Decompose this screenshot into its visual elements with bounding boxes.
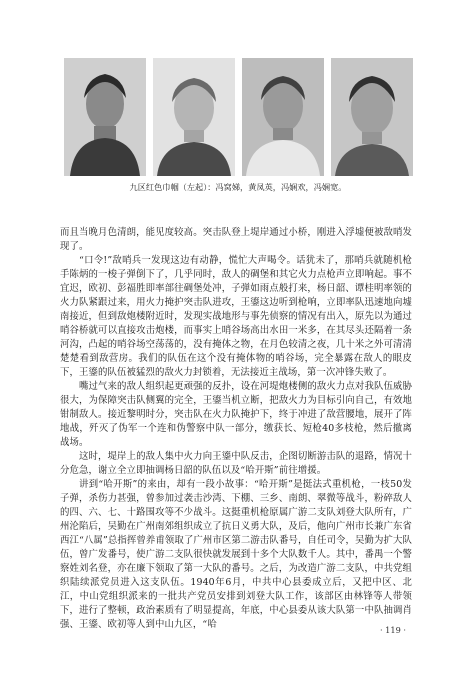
photo-strip: [64, 58, 414, 176]
portrait-photo-3-image: [242, 58, 324, 176]
portrait-photo-2-image: [153, 58, 235, 176]
portrait-photo-3: [242, 58, 324, 176]
portrait-photo-4-image: [331, 58, 413, 176]
portrait-photo-1-image: [64, 58, 146, 176]
portrait-photo-1: [64, 58, 146, 176]
paragraph: 嘴过气来的敌人组织起更顽强的反扑，设在河堤炮楼侧的敌火力点对我队伍威胁很大，为保障突击队侧翼的完全，王鎏当机立断，把敌火力为目标引向自己，有效地钳制敌人。接近黎明时分，突击队在火力队掩护下，终于冲进了敌营腰地，展开了阵地战，歼灭了伪军一个连和伪警察中队一部分，缴获长、短枪40多枝枪，然后撤离战场。: [60, 381, 412, 448]
body-text: [60, 226, 412, 632]
portrait-photo-4: [331, 58, 413, 176]
page-number: · 119 ·: [379, 625, 406, 635]
paragraph: 而且当晚月色清朗，能见度较高。突击队登上堤岸通过小桥，刚进入浮墟便被敌哨发现了。: [60, 227, 412, 252]
photo-caption: 九区红色巾帼（左起）：冯窝娣，黄凤英，冯娴欢，冯娴宽。: [129, 182, 347, 192]
paragraph: 这时，堤岸上的敌人集中火力向王鎏中队反击，企图切断游击队的退路，情况十分危急，谢立全立即抽调杨日韶的队伍以及“哈开斯”前往增援。: [60, 451, 412, 476]
paragraph: “口令!”敌哨兵一发现这边有动静，慌忙大声喝令。话犹未了，那哨兵就随机枪手陈炳的一梭子弹倒下了，几乎同时，敌人的碉堡和其它火力点枪声立即响起。事不宜迟，欧初、彭福胜即率部往碉堡处冲，子弹如雨点般打来，杨日韶、谭桂明率领的火力队紧跟过来，用火力掩护突击队进攻，王鎏这边听到枪响，立即率队迅速地向墟南接近，但到敌炮楼附近时，发现实战地形与事先侦察的情况有出入，原先以为通过哨谷桥就可以直接攻击炮楼，而事实上哨谷场高出水田一米多，在其尽头还隔着一条河沟，凸起的哨谷场空荡荡的，没有掩体之物，在月色较清之夜，几十米之外可清清楚楚看到敌营房。我们的队伍在这个没有掩体物的哨谷场，完全暴露在敌人的眼皮下，王鎏的队伍被猛烈的敌火力封锁着，无法接近主战场，第一次冲锋失败了。: [60, 255, 412, 378]
portrait-photo-2: [153, 58, 235, 176]
paragraph: 讲到“哈开斯”的来由，却有一段小故事：“哈开斯”是挺法式重机枪，一枝50发子弹，杀伤力甚强，曾参加过袭击沙湾、下棚、三乡、南朗、翠微等战斗，粉碎敌人的四、六、七、十路围攻等不少战斗。这挺重机枪原属广游二支队刘登大队所有，广州沦陷后，吴勤在广州南郊组织成立了抗日义勇大队，及后，他向广州市长兼广东省西江“八属”总指挥曾养甫领取了广州市区第二游击队番号，自任司令，吴勤为扩大队伍，曾广发番号，使广游二支队很快就发展到十多个大队数千人。其中，番禺一个警察姓刘名登，亦在廉下领取了第一大队的番号。之后，为改造广游二支队，中共党组织陆续派党员进入这支队伍。1940年6月，中共中心县委成立后，又把中区、北江，中山党组织派来的一批共产党员安排到刘登大队工作，该部区由林锋等人带领下，进行了整顿，政治素质有了明显提高，年底，中心县委从该大队第一中队抽调肖强、王鎏、欧初等人到中山九区，“哈: [60, 479, 412, 630]
